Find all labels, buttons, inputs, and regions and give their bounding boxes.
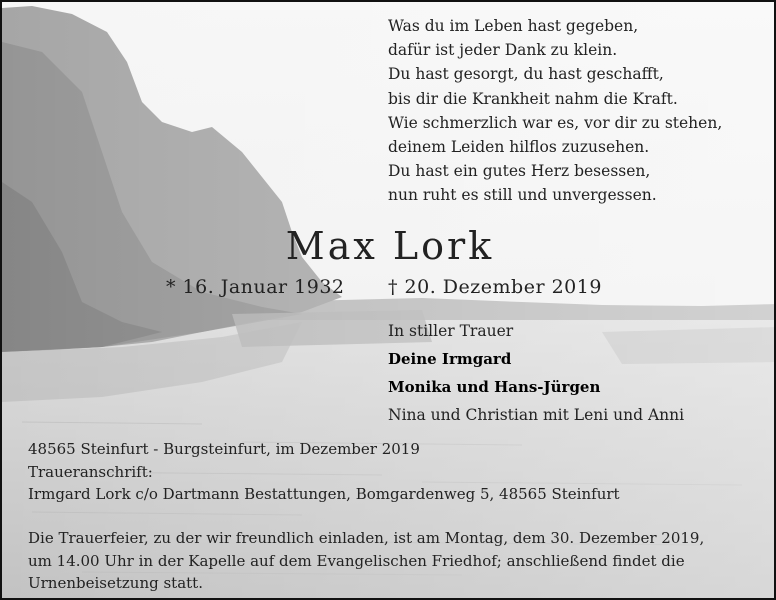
mourners-list xyxy=(388,317,684,429)
service-line: um 14.00 Uhr in der Kapelle auf dem Evangelischen Friedhof; anschließend findet die xyxy=(28,551,685,570)
address-label: Traueranschrift: xyxy=(28,462,153,481)
mourner-secondary: Monika und Hans-Jürgen xyxy=(388,378,601,396)
poem-line: deinem Leiden hilflos zuzusehen. xyxy=(388,138,650,157)
mourner-primary: Deine Irmgard xyxy=(388,350,512,368)
poem-line: Was du im Leben hast gegeben, xyxy=(388,17,639,35)
poem-line: dafür ist jeder Dank zu klein. xyxy=(388,41,618,60)
poem-line: Du hast gesorgt, du hast geschafft, xyxy=(388,65,664,84)
mourning-intro: In stiller Trauer xyxy=(388,322,514,340)
birth-date: * 16. Januar 1932 xyxy=(166,276,345,298)
deceased-name: Max Lork xyxy=(285,224,495,268)
death-date: † 20. Dezember 2019 xyxy=(388,276,602,298)
place-date: 48565 Steinfurt - Burgsteinfurt, im Dezember 2019 xyxy=(28,440,420,458)
poem-line: Du hast ein gutes Herz besessen, xyxy=(388,162,651,181)
service-line: Urnenbeisetzung statt. xyxy=(28,574,203,592)
poem-line: nun ruht es still und unvergessen. xyxy=(388,186,657,205)
mourning-address: Irmgard Lork c/o Dartmann Bestattungen, Bomgardenweg 5, 48565 Steinfurt xyxy=(28,485,620,503)
funeral-service-notice xyxy=(28,527,768,595)
service-line: Die Trauerfeier, zu der wir freundlich einladen, ist am Montag, dem 30. Dezember 2019, xyxy=(28,529,705,547)
mourner-others: Nina und Christian mit Leni und Anni xyxy=(388,406,685,424)
poem xyxy=(388,14,722,208)
contact-info xyxy=(28,438,620,506)
poem-line: Wie schmerzlich war es, vor dir zu stehen, xyxy=(388,113,723,132)
poem-line: bis dir die Krankheit nahm die Kraft. xyxy=(388,89,678,108)
